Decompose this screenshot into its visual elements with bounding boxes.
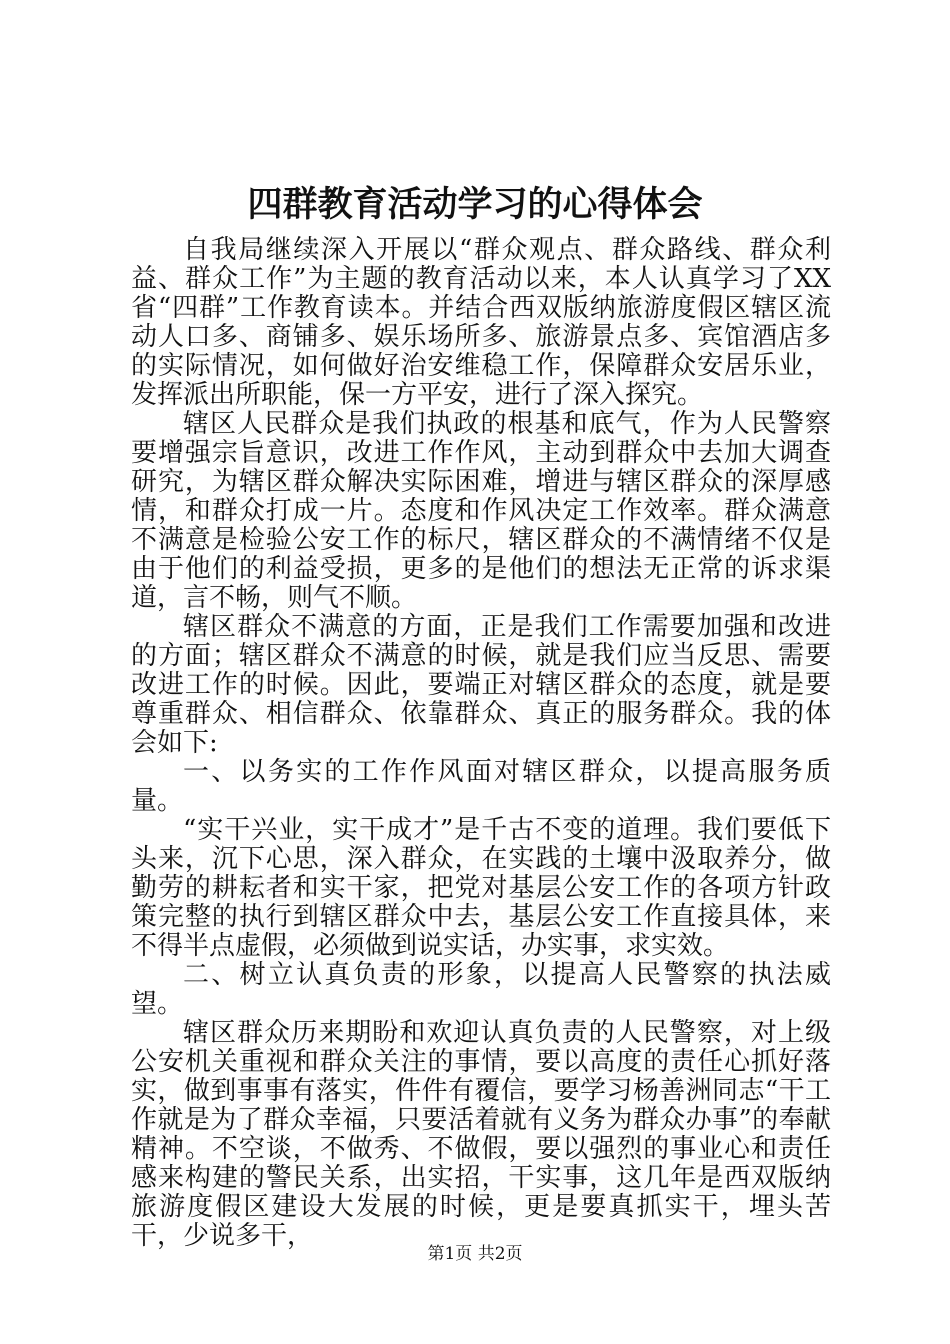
- page-number-footer: 第1页 共2页: [427, 1244, 523, 1264]
- paragraph-practical-work: “实干兴业，实干成才”是千古不变的道理。我们要低下头来，沉下心思，深入群众，在实践的土壤中汲取养分，做勤劳的耕耘者和实干家，把党对基层公安工作的各项方针政策完整的执行到辖区群众中去，基层公安工作直接具体，来不得半点虚假，必须做到说实话，办实事，求实效。: [131, 815, 831, 961]
- paragraph-intro: 自我局继续深入开展以“群众观点、群众路线、群众利益、群众工作”为主题的教育活动以来，本人认真学习了XX省“四群”工作教育读本。并结合西双版纳旅游度假区辖区流动人口多、商铺多、娱乐场所多、旅游景点多、宾馆酒店多的实际情况，如何做好治安维稳工作，保障群众安居乐业，发挥派出所职能，保一方平安，进行了深入探究。: [131, 235, 831, 410]
- section-heading-1: 一、以务实的工作作风面对辖区群众，以提高服务质量。: [131, 757, 831, 816]
- paragraph-responsibility: 辖区群众历来期盼和欢迎认真负责的人民警察，对上级公安机关重视和群众关注的事情，要以高度的责任心抓好落实，做到事事有落实，件件有覆信，要学习杨善洲同志“干工作就是为了群众幸福，只要活着就有义务为群众办事”的奉献精神。不空谈，不做秀、不做假，要以强烈的事业心和责任感来构建的警民关系，出实招，干实事，这几年是西双版纳旅游度假区建设大发展的时候，更是要真抓实干，埋头苦干，少说多干，: [131, 1018, 831, 1251]
- paragraph-dissatisfaction: 辖区群众不满意的方面，正是我们工作需要加强和改进的方面；辖区群众不满意的时候，就是我们应当反思、需要改进工作的时候。因此，要端正对辖区群众的态度，就是要尊重群众、相信群众、依靠群众、真正的服务群众。我的体会如下:: [131, 612, 831, 758]
- paragraph-foundation: 辖区人民群众是我们执政的根基和底气，作为人民警察要增强宗旨意识，改进工作作风，主动到群众中去加大调查研究，为辖区群众解决实际困难，增进与辖区群众的深厚感情，和群众打成一片。态度和作风决定工作效率。群众满意不满意是检验公安工作的标尺，辖区群众的不满情绪不仅是由于他们的利益受损，更多的是他们的想法无正常的诉求渠道，言不畅，则气不顺。: [131, 409, 831, 613]
- document-body: [131, 236, 831, 1251]
- section-heading-2: 二、树立认真负责的形象，以提高人民警察的执法威望。: [131, 960, 831, 1019]
- document-title: 四群教育活动学习的心得体会: [247, 184, 703, 225]
